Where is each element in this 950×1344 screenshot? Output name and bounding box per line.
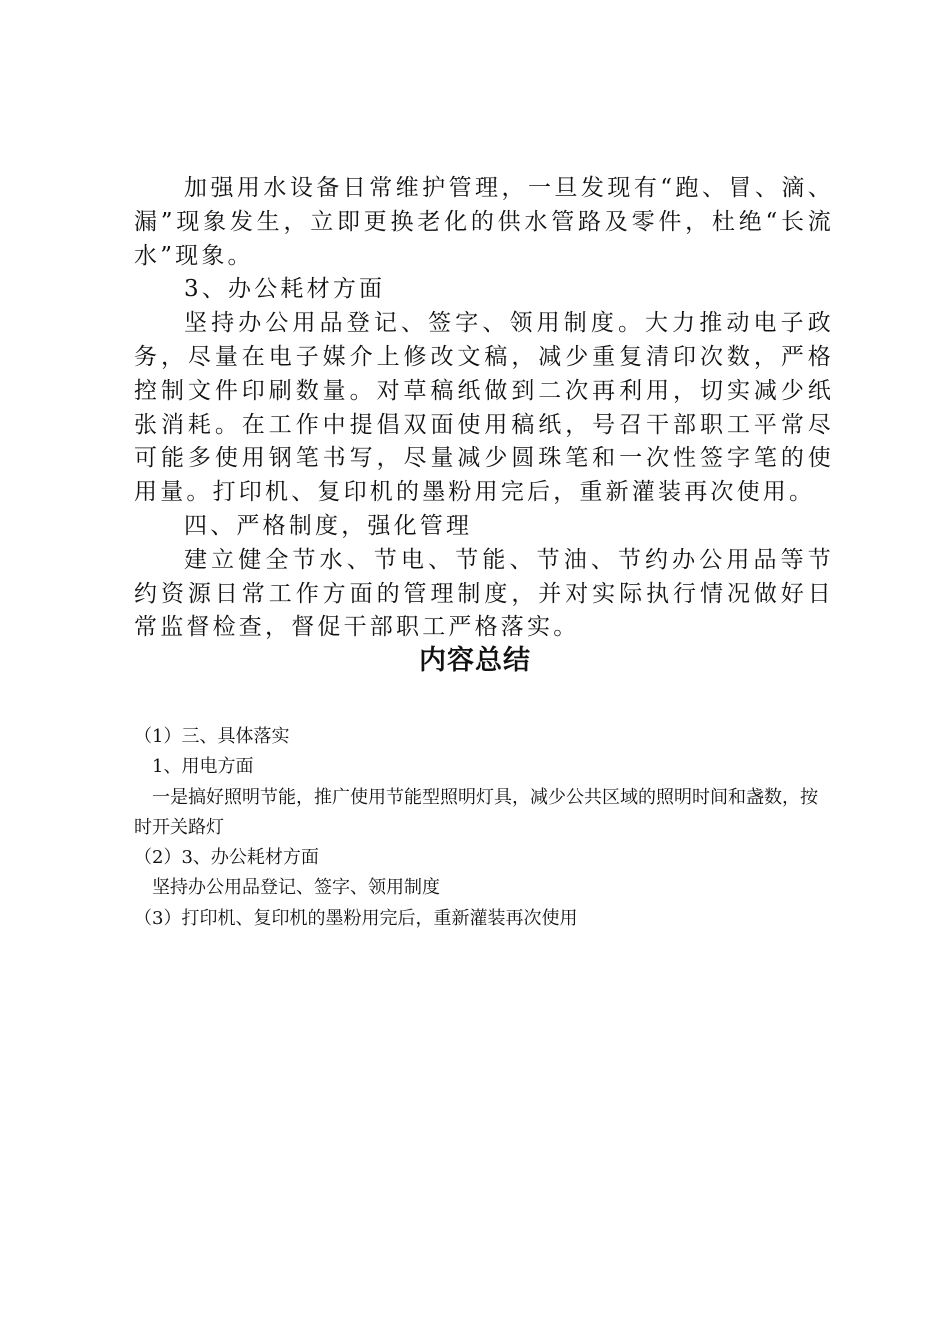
paragraph-strict-system: 建立健全节水、节电、节能、节油、节约办公用品等节约资源日常工作方面的管理制度，并对实际执行情况做好日常监督检查，督促干部职工严格落实。 — [134, 546, 834, 641]
summary-item-1: （1）三、具体落实 — [134, 726, 290, 747]
paragraph-water-maintenance: 加强用水设备日常维护管理，一旦发现有“跑、冒、滴、漏”现象发生，立即更换老化的供水管路及零件，杜绝“长流水”现象。 — [134, 175, 834, 269]
summary-item-2: （2）3、办公耗材方面 — [134, 847, 319, 869]
summary-detail-office-supplies: 坚持办公用品登记、签字、领用制度 — [152, 877, 440, 899]
paragraph-office-supplies: 坚持办公用品登记、签字、领用制度。大力推动电子政务，尽量在电子媒介上修改文稿，减少重复清印次数，严格控制文件印刷数量。对草稿纸做到二次再利用，切实减少纸张消耗。在工作中提倡双面使用稿纸，号召干部职工平常尽可能多使用钢笔书写，尽量减少圆珠笔和一次性签字笔的使用量。打印机、复印机的墨粉用完后，重新灌装再次使用。 — [134, 310, 834, 506]
summary-item-3: （3）打印机、复印机的墨粉用完后，重新灌装再次使用 — [134, 907, 578, 929]
document-body — [134, 172, 834, 645]
summary-title: 内容总结 — [419, 645, 531, 676]
summary-subitem-electricity: 1、用电方面 — [152, 756, 254, 778]
heading-strict-system: 四、严格制度，强化管理 — [184, 512, 473, 539]
summary-detail-lighting: 一是搞好照明节能，推广使用节能型照明灯具，减少公共区域的照明时间和盏数，按时开关路灯 — [134, 786, 818, 838]
summary-section — [134, 722, 834, 934]
heading-office-supplies: 3、办公耗材方面 — [184, 276, 386, 303]
